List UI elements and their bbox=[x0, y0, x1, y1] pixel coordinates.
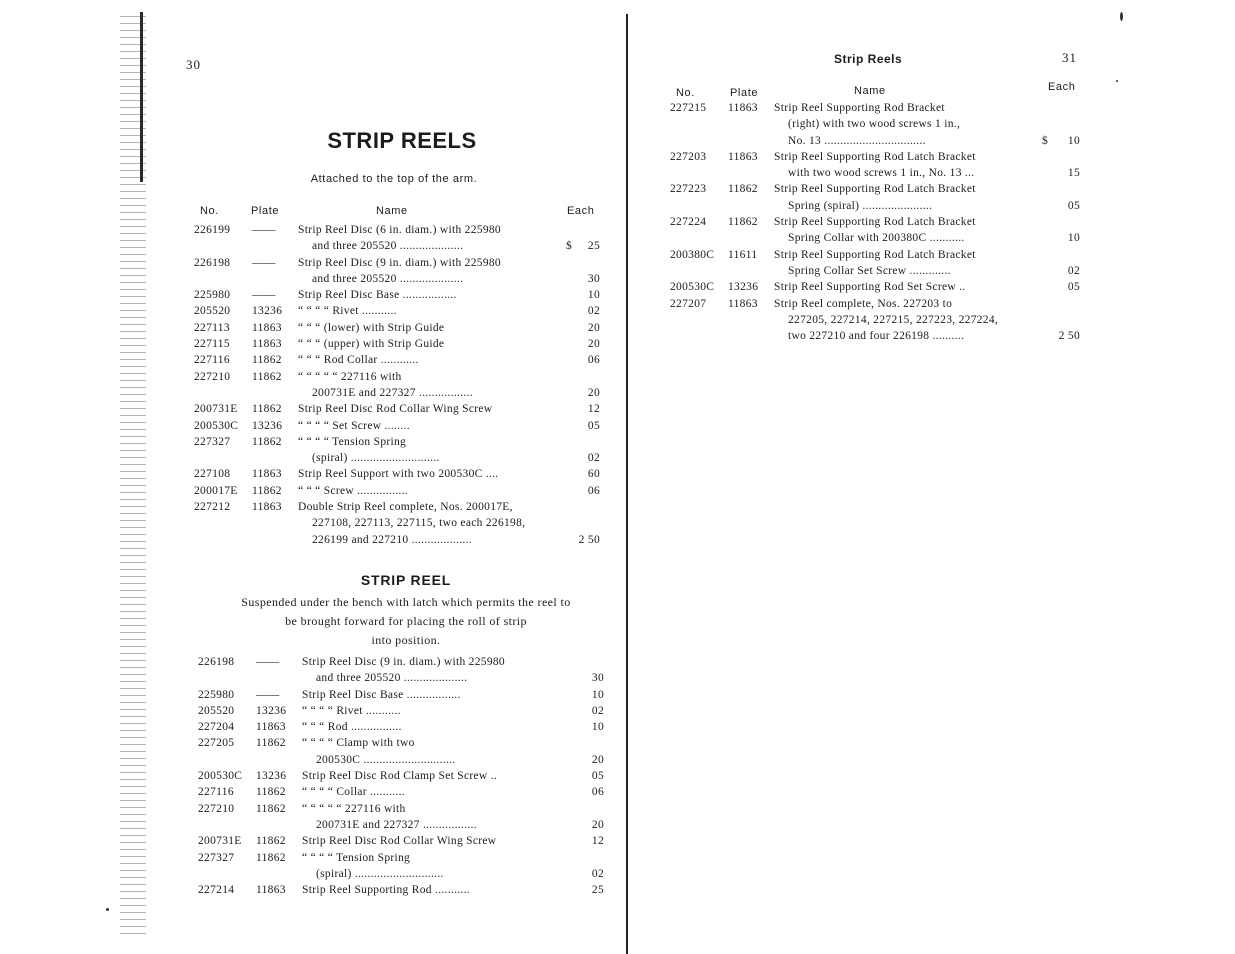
part-name: Strip Reel Disc (6 in. diam.) with 225980 bbox=[298, 224, 501, 236]
parts-table-1 bbox=[194, 224, 600, 550]
plate-number: 11863 bbox=[256, 721, 286, 734]
section-title: STRIP REEL bbox=[360, 572, 452, 588]
table-row bbox=[194, 224, 600, 240]
col-each: Each bbox=[1048, 81, 1076, 93]
part-number: 227224 bbox=[670, 216, 707, 229]
part-name: Strip Reel complete, Nos. 227203 to bbox=[774, 297, 953, 310]
table-row bbox=[198, 689, 604, 705]
price-each: 02 bbox=[591, 704, 604, 717]
plate-number: 13236 bbox=[252, 305, 283, 318]
price-each: 02 bbox=[591, 867, 604, 880]
table-row bbox=[194, 371, 600, 387]
part-number: 200530C bbox=[670, 281, 715, 294]
table-row-continuation bbox=[194, 452, 600, 468]
table-row bbox=[198, 737, 604, 753]
part-name: “ “ “ “ Tension Spring bbox=[302, 851, 411, 864]
part-name: Strip Reel Disc Rod Clamp Set Screw .. bbox=[302, 770, 498, 783]
plate-number: —— bbox=[252, 224, 276, 236]
price-each: 20 bbox=[591, 753, 604, 766]
plate-number: 11863 bbox=[252, 501, 282, 514]
part-name: “ “ “ Rod ................ bbox=[302, 721, 402, 734]
price-each: 05 bbox=[1067, 199, 1080, 212]
part-number: 225980 bbox=[198, 688, 235, 701]
plate-number: 11863 bbox=[728, 297, 758, 310]
price-each: 30 bbox=[591, 672, 604, 685]
table-row bbox=[198, 835, 604, 851]
part-name: “ “ “ “ Set Screw ........ bbox=[298, 419, 410, 432]
part-number: 227205 bbox=[198, 737, 235, 750]
col-name: Name bbox=[376, 205, 408, 217]
part-name: “ “ “ “ Rivet ........... bbox=[302, 704, 401, 717]
table-row bbox=[194, 338, 600, 354]
part-name: Spring Collar with 200380C ........... bbox=[788, 232, 965, 245]
part-name: “ “ “ (lower) with Strip Guide bbox=[298, 321, 445, 334]
price-each: 02 bbox=[587, 305, 600, 318]
table-row bbox=[194, 403, 600, 419]
part-name: “ “ “ “ “ 227116 with bbox=[302, 802, 406, 815]
part-number: 226199 bbox=[194, 224, 231, 236]
col-no: No. bbox=[676, 87, 695, 99]
part-name: and three 205520 .................... bbox=[316, 672, 468, 685]
part-number: 200380C bbox=[670, 248, 715, 261]
part-number: 227113 bbox=[194, 321, 230, 334]
price-each: 10 bbox=[587, 289, 600, 302]
plate-number: 13236 bbox=[256, 704, 287, 717]
plate-number: 11863 bbox=[728, 102, 758, 114]
part-number: 227210 bbox=[194, 370, 231, 383]
table-row bbox=[670, 249, 1080, 265]
running-head: Strip Reels bbox=[834, 52, 903, 66]
part-name: and three 205520 .................... bbox=[312, 240, 464, 253]
part-number: 227108 bbox=[194, 468, 231, 481]
price-each: 60 bbox=[587, 468, 600, 481]
page-subtitle: Attached to the top of the arm. bbox=[310, 173, 478, 185]
description-line: into position. bbox=[371, 633, 441, 647]
price-each: 30 bbox=[587, 272, 600, 285]
part-number: 227116 bbox=[194, 354, 230, 367]
plate-number: 11863 bbox=[252, 468, 282, 481]
price-each: 10 bbox=[1067, 134, 1080, 147]
table-row-continuation bbox=[194, 517, 600, 533]
part-number: 227214 bbox=[198, 884, 235, 897]
part-number: 205520 bbox=[198, 704, 235, 717]
part-name: (spiral) ............................ bbox=[312, 452, 440, 465]
plate-number: 11862 bbox=[252, 403, 282, 416]
part-number: 200731E bbox=[198, 835, 242, 848]
part-name: 227205, 227214, 227215, 227223, 227224, bbox=[788, 313, 999, 326]
price-each: 20 bbox=[587, 321, 600, 334]
part-name: Strip Reel Supporting Rod Latch Bracket bbox=[774, 183, 976, 196]
table-row-continuation bbox=[198, 819, 604, 835]
part-number: 200530C bbox=[198, 770, 243, 783]
part-number: 227204 bbox=[198, 721, 235, 734]
part-name: Strip Reel Supporting Rod Latch Bracket bbox=[774, 150, 976, 163]
col-each: Each bbox=[567, 205, 595, 217]
part-number: 227223 bbox=[670, 183, 707, 196]
table-row bbox=[670, 298, 1080, 314]
table-row-continuation bbox=[670, 265, 1080, 281]
part-number: 200530C bbox=[194, 419, 239, 432]
table-row-continuation bbox=[198, 868, 604, 884]
page-number: 30 bbox=[186, 57, 201, 72]
table-row bbox=[194, 436, 600, 452]
table-row bbox=[198, 786, 604, 802]
table-row bbox=[670, 102, 1080, 118]
plate-number: 11863 bbox=[252, 338, 282, 351]
plate-number: 13236 bbox=[728, 281, 759, 294]
part-name: Strip Reel Disc Rod Collar Wing Screw bbox=[298, 403, 493, 416]
price-each: 06 bbox=[587, 354, 600, 367]
plate-number: —— bbox=[252, 256, 276, 269]
part-number: 225980 bbox=[194, 289, 231, 302]
part-name: “ “ “ Rod Collar ............ bbox=[298, 354, 419, 367]
price-each: 02 bbox=[1067, 264, 1080, 277]
part-number: 200017E bbox=[194, 484, 238, 497]
part-name: “ “ “ “ Rivet ........... bbox=[298, 305, 397, 318]
price-each: 20 bbox=[587, 386, 600, 399]
col-plate: Plate bbox=[730, 87, 759, 99]
table-header bbox=[676, 83, 1088, 97]
plate-number: 11862 bbox=[252, 370, 282, 383]
table-row bbox=[198, 721, 604, 737]
part-name: No. 13 ................................ bbox=[788, 134, 926, 147]
table-row-continuation bbox=[194, 273, 600, 289]
part-name: Spring (spiral) ...................... bbox=[788, 199, 933, 212]
part-name: (spiral) ............................ bbox=[316, 867, 444, 880]
plate-number: 11862 bbox=[728, 216, 758, 229]
part-name: (right) with two wood screws 1 in., bbox=[788, 118, 961, 131]
description-line: Suspended under the bench with latch which permits the reel to bbox=[241, 595, 571, 609]
part-number: 205520 bbox=[194, 305, 231, 318]
table-row bbox=[194, 257, 600, 273]
table-row bbox=[194, 322, 600, 338]
table-row-continuation bbox=[194, 534, 600, 550]
table-row bbox=[194, 354, 600, 370]
scan-speck bbox=[1120, 12, 1123, 21]
table-row-continuation bbox=[198, 754, 604, 770]
price-each: 05 bbox=[587, 419, 600, 432]
part-name: Strip Reel Supporting Rod Bracket bbox=[774, 102, 945, 114]
plate-number: 11862 bbox=[256, 802, 286, 815]
page-number: 31 bbox=[1062, 50, 1077, 65]
plate-number: 11862 bbox=[252, 484, 282, 497]
plate-number: 11863 bbox=[252, 321, 282, 334]
table-row-continuation bbox=[670, 314, 1080, 330]
table-row bbox=[670, 216, 1080, 232]
description-line: be brought forward for placing the roll of strip bbox=[285, 614, 527, 628]
part-name: “ “ “ “ Tension Spring bbox=[298, 435, 407, 448]
plate-number: 11862 bbox=[256, 786, 286, 799]
scan-speck bbox=[106, 908, 109, 911]
table-row-continuation bbox=[670, 232, 1080, 248]
table-row-continuation bbox=[194, 387, 600, 403]
part-number: 227203 bbox=[670, 150, 707, 163]
plate-number: 11862 bbox=[252, 354, 282, 367]
binding-edge bbox=[140, 12, 143, 182]
part-name: Spring Collar Set Screw ............. bbox=[788, 264, 951, 277]
price-each: 06 bbox=[591, 786, 604, 799]
price-each: 06 bbox=[587, 484, 600, 497]
part-name: 200731E and 227327 ................. bbox=[316, 818, 477, 831]
currency-sign: $ bbox=[566, 240, 573, 253]
part-name: and three 205520 .................... bbox=[312, 272, 464, 285]
plate-number: 11863 bbox=[256, 884, 286, 897]
col-plate: Plate bbox=[251, 205, 280, 217]
price-each: 05 bbox=[591, 770, 604, 783]
part-name: Strip Reel Support with two 200530C .... bbox=[298, 468, 499, 481]
price-each: 15 bbox=[1067, 167, 1080, 180]
table-header bbox=[200, 205, 612, 219]
table-row bbox=[194, 468, 600, 484]
part-number: 227115 bbox=[194, 338, 230, 351]
price-each: 02 bbox=[587, 452, 600, 465]
part-name: 227108, 227113, 227115, two each 226198, bbox=[312, 517, 526, 530]
table-row bbox=[670, 281, 1080, 297]
table-row-continuation bbox=[194, 240, 600, 256]
table-row-continuation bbox=[198, 672, 604, 688]
plate-number: 11862 bbox=[256, 737, 286, 750]
part-name: “ “ “ “ “ 227116 with bbox=[298, 370, 402, 383]
part-name: “ “ “ (upper) with Strip Guide bbox=[298, 338, 445, 351]
table-row bbox=[198, 884, 604, 900]
plate-number: 13236 bbox=[252, 419, 283, 432]
part-name: Strip Reel Disc (9 in. diam.) with 225980 bbox=[302, 656, 505, 668]
part-name: “ “ “ “ Collar ........... bbox=[302, 786, 405, 799]
price-each: 20 bbox=[591, 818, 604, 831]
table-row-continuation bbox=[670, 118, 1080, 134]
price-each: 05 bbox=[1067, 281, 1080, 294]
plate-number: —— bbox=[256, 656, 280, 668]
table-row bbox=[198, 852, 604, 868]
part-name: 226199 and 227210 ................... bbox=[312, 533, 472, 546]
part-number: 227327 bbox=[194, 435, 231, 448]
part-name: Strip Reel Supporting Rod Latch Bracket bbox=[774, 248, 976, 261]
table-row bbox=[194, 420, 600, 436]
part-name: “ “ “ “ Clamp with two bbox=[302, 737, 415, 750]
table-row bbox=[194, 501, 600, 517]
part-name: “ “ “ Screw ................ bbox=[298, 484, 408, 497]
price-each: 12 bbox=[591, 835, 604, 848]
part-name: Strip Reel Supporting Rod Set Screw .. bbox=[774, 281, 966, 294]
part-name: two 227210 and four 226198 .......... bbox=[788, 330, 965, 343]
price-each: 2 50 bbox=[1058, 330, 1080, 343]
part-name: Strip Reel Supporting Rod ........... bbox=[302, 884, 470, 897]
price-each: 2 50 bbox=[578, 533, 600, 546]
table-row-continuation bbox=[670, 330, 1080, 346]
col-name: Name bbox=[854, 85, 886, 97]
table-row bbox=[198, 705, 604, 721]
part-name: Strip Reel Disc Rod Collar Wing Screw bbox=[302, 835, 497, 848]
part-name: Strip Reel Disc (9 in. diam.) with 225980 bbox=[298, 256, 501, 269]
part-name: Strip Reel Disc Base ................. bbox=[298, 289, 457, 302]
part-number: 227212 bbox=[194, 501, 231, 514]
section-description bbox=[196, 593, 616, 650]
table-row bbox=[194, 485, 600, 501]
plate-number: 11862 bbox=[252, 435, 282, 448]
center-gutter bbox=[626, 14, 628, 954]
table-row bbox=[670, 151, 1080, 167]
part-name: 200731E and 227327 ................. bbox=[312, 386, 473, 399]
plate-number: 13236 bbox=[256, 770, 287, 783]
price-each: 10 bbox=[591, 688, 604, 701]
currency-sign: $ bbox=[1042, 134, 1049, 147]
part-number: 227215 bbox=[670, 102, 707, 114]
plate-number: —— bbox=[252, 289, 276, 302]
part-name: with two wood screws 1 in., No. 13 ... bbox=[788, 167, 975, 180]
plate-number: 11862 bbox=[256, 835, 286, 848]
col-no: No. bbox=[200, 205, 219, 217]
part-name: Strip Reel Supporting Rod Latch Bracket bbox=[774, 216, 976, 229]
part-number: 226198 bbox=[194, 256, 231, 269]
price-each: 12 bbox=[587, 403, 600, 416]
part-name: Double Strip Reel complete, Nos. 200017E, bbox=[298, 501, 513, 514]
part-number: 226198 bbox=[198, 656, 235, 668]
table-row bbox=[198, 770, 604, 786]
price-each: 25 bbox=[587, 240, 600, 253]
plate-number: 11862 bbox=[728, 183, 758, 196]
part-number: 227327 bbox=[198, 851, 235, 864]
price-each: 20 bbox=[587, 338, 600, 351]
table-row-continuation bbox=[670, 200, 1080, 216]
table-row bbox=[198, 656, 604, 672]
plate-number: 11862 bbox=[256, 851, 286, 864]
part-name: Strip Reel Disc Base ................. bbox=[302, 688, 461, 701]
price-each: 25 bbox=[591, 884, 604, 897]
page-title: STRIP REELS bbox=[327, 128, 477, 153]
scan-speck bbox=[1116, 80, 1118, 82]
part-name: 200530C ............................. bbox=[316, 753, 456, 766]
part-number: 227116 bbox=[198, 786, 234, 799]
part-number: 200731E bbox=[194, 403, 238, 416]
parts-table-2 bbox=[198, 656, 604, 900]
part-number: 227207 bbox=[670, 297, 707, 310]
plate-number: —— bbox=[256, 688, 280, 701]
part-number: 227210 bbox=[198, 802, 235, 815]
parts-table-3 bbox=[670, 102, 1080, 346]
plate-number: 11611 bbox=[728, 248, 758, 261]
table-row bbox=[198, 803, 604, 819]
table-row bbox=[670, 183, 1080, 199]
table-row-continuation bbox=[670, 167, 1080, 183]
price-each: 10 bbox=[1067, 232, 1080, 245]
plate-number: 11863 bbox=[728, 150, 758, 163]
table-row-continuation bbox=[670, 135, 1080, 151]
table-row bbox=[194, 289, 600, 305]
price-each: 10 bbox=[591, 721, 604, 734]
table-row bbox=[194, 305, 600, 321]
